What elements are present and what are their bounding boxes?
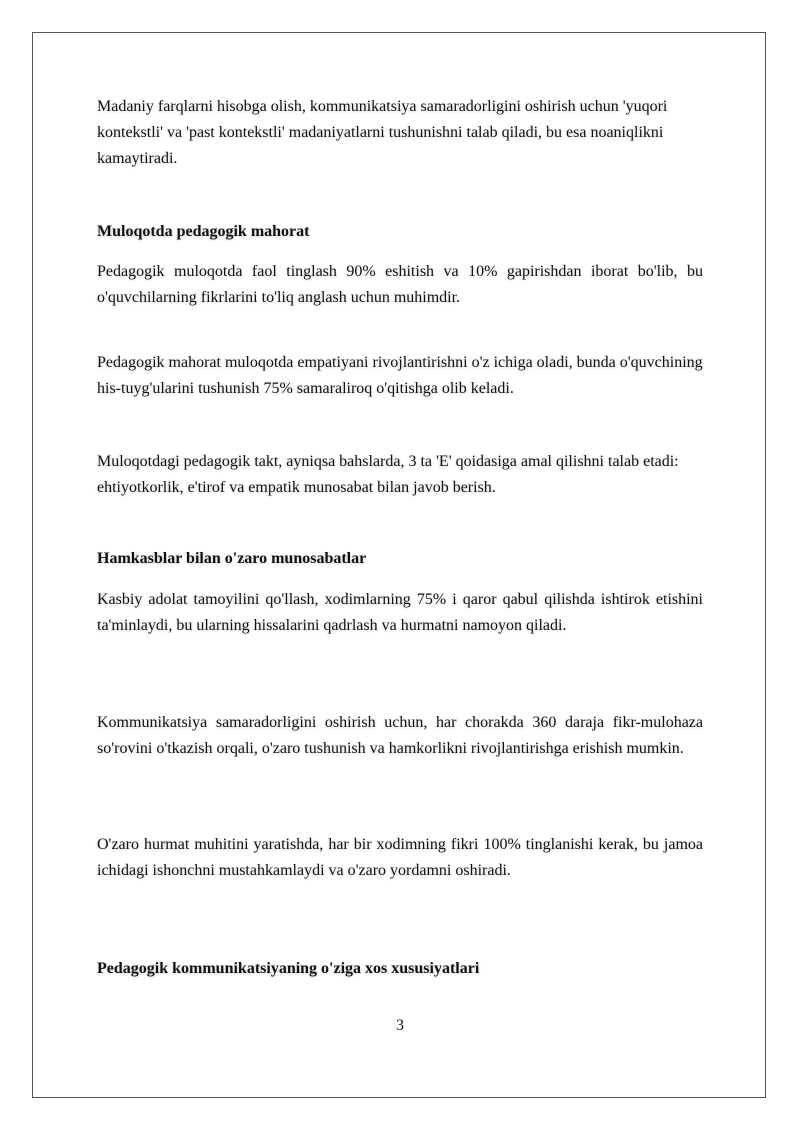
paragraph-mutual-respect: O'zaro hurmat muhitini yaratishda, har bir xodimning fikri 100% tinglanishi kerak, bu jamoa ichidagi ishonchni mustahkamlaydi va o'zaro yordamni oshiradi. — [97, 836, 703, 879]
paragraph-empathy: Pedagogik mahorat muloqotda empatiyani rivojlantirishni o'z ichiga oladi, bunda o'quvchining his-tuyg'ularini tushunish 75% samaraliroq o'qitishga olib keladi. — [97, 354, 703, 397]
page-number: 3 — [396, 1017, 404, 1034]
heading-communication-features: Pedagogik kommunikatsiyaning o'ziga xos xususiyatlari — [97, 960, 480, 977]
paragraph-pedagogical-tact: Muloqotdagi pedagogik takt, ayniqsa bahslarda, 3 ta 'E' qoidasiga amal qilishni talab etadi: ehtiyotkorlik, e'tirof va empatik munosabat bilan javob berish. — [97, 453, 679, 496]
paragraph-active-listening: Pedagogik muloqotda faol tinglash 90% eshitish va 10% gapirishdan iborat bo'lib, bu o'quvchilarning fikrlarini to'liq anglash uchun muhimdir. — [97, 263, 703, 306]
paragraph-360-feedback: Kommunikatsiya samaradorligini oshirish uchun, har chorakda 360 daraja fikr-mulohaza so'rovini o'tkazish orqali, o'zaro tushunish va hamkorlikni rivojlantirishga erishish mumkin. — [97, 714, 703, 757]
paragraph-cultural-differences: Madaniy farqlarni hisobga olish, kommunikatsiya samaradorligini oshirish uchun 'yuqori kontekstli' va 'past kontekstli' madaniyatlarni tushunishni talab qiladi, bu esa noaniqlikni kamaytiradi. — [97, 98, 668, 167]
heading-colleague-relations: Hamkasblar bilan o'zaro munosabatlar — [97, 550, 367, 567]
heading-pedagogical-skill: Muloqotda pedagogik mahorat — [97, 223, 310, 240]
paragraph-professional-fairness: Kasbiy adolat tamoyilini qo'llash, xodimlarning 75% i qaror qabul qilishda ishtirok etishini ta'minlaydi, bu ularning hissalarini qadrlash va hurmatni namoyon qiladi. — [97, 591, 703, 634]
